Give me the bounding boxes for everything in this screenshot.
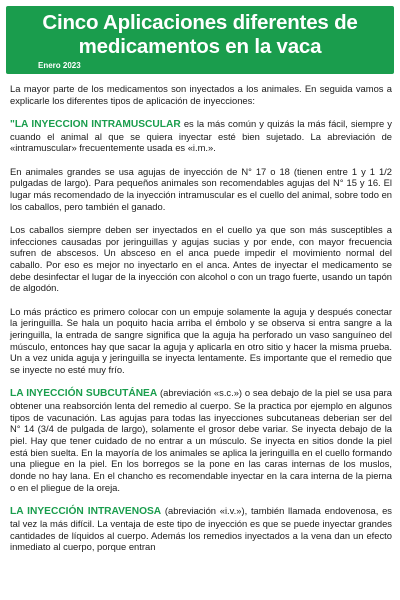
subcutaneous-text: (abreviación «s.c.») o sea debajo de la piel se usa para obtener una reabsorción lenta del remedio al cuerpo. Se la practica por ejemplo en algunos tipos de vacunación. Las agujas para todas las inyecciones subcutaneas deberian ser del N° 14 (3/4 de pulgada de largo), solamente el grosor debe variar. Se inyecta debajo de la piel. Hay que tener cuidado de no entrar a un músculo. Se inyecta en sitios donde la piel está bien suelta. En la mayoría de los animales se aplica la jeringuilla en el cuello formando una pliegue en la piel. En los borregos se la pone en las caras internas de los muslos, donde no hay lana. En el chancho es recomendable inyectar en la cara interna de la pierna o en el pliegue de la oreja. xyxy=(10,387,393,493)
intramuscular-text: es la más común y quizás la más fácil, siempre y cuando el animal al que se quiera inyectar esté bien sujetado. La abreviación de «intramuscular» frecuentemente usada es «i.m.». xyxy=(10,117,392,154)
intramuscular-paragraph-4: Lo más práctico es primero colocar con un empuje solamente la aguja y después conectar la jeringuilla. Se hala un poquito hacia arriba el émbolo y se observa si entra sangre a la jeringuilla, la entrada de sangre significa que la aguja ha perforado un vaso sanguíneo del músculo, entonces hay que sacar la aguja y aplicarla en otro sitio y hacer la misma prueba. Un a vez unida aguja y jeringuilla se inyecta lentamente. Es importante que el remedio que se inyecte no esté muy frío. xyxy=(10,305,392,376)
intro-paragraph: La mayor parte de los medicamentos son inyectados a los animales. En seguida vamos a explicarle los diferentes tipos de aplicación de inyecciones: xyxy=(10,83,392,106)
title-banner xyxy=(6,6,394,74)
page-title: Cinco Aplicaciones diferentes de medicamentos en la vaca xyxy=(42,11,358,58)
intravenous-text: (abreviación «i.v.»), también llamada endovenosa, es tal vez la más difícil. La ventaja de este tipo de inyección es que se puede inyectar grandes cantidades de líquidos al cuerpo. Además los remedios inyectados a la vena dan un efecto inmediato al cuerpo, porque entran xyxy=(10,505,392,553)
intramuscular-paragraph-3: Los caballos siempre deben ser inyectados en el cuello ya que son más susceptibles a infecciones causadas por jeringuillas y agujas sucias y por ende, con mayor frecuencia sufren de abscesos. Un absceso en el anca puede impedir el movimiento normal del caballo. Por eso es mejor no inyectarlo en el anca. Antes de inyectar el medicamento se debe desinfectar el lugar de la inyección con alcohol o con un trago fuerte, usando un tapón de algodón. xyxy=(10,223,392,294)
intravenous-paragraph xyxy=(10,505,392,553)
intramuscular-paragraph-1 xyxy=(10,118,392,154)
intramuscular-paragraph-2: En animales grandes se usa agujas de inyección de N° 17 o 18 (tienen entre 1 y 1 1/2 pulgadas de largo). Para pequeños animales son recomendables agujas del N° 15 y 16. El lugar más recomendado de la inyección intramuscular es el cuello del animal, sobre todo en los caballos, pero también el ganado. xyxy=(10,165,392,212)
intravenous-heading: LA INYECCIÓN INTRAVENOSA xyxy=(10,506,162,518)
article-body xyxy=(10,83,392,564)
subcutaneous-paragraph xyxy=(10,387,392,493)
subcutaneous-heading: LA INYECCIÓN SUBCUTÁNEA xyxy=(10,388,158,400)
issue-date: Enero 2023 xyxy=(38,61,81,70)
intramuscular-heading: "LA INYECCION INTRAMUSCULAR xyxy=(10,118,181,130)
